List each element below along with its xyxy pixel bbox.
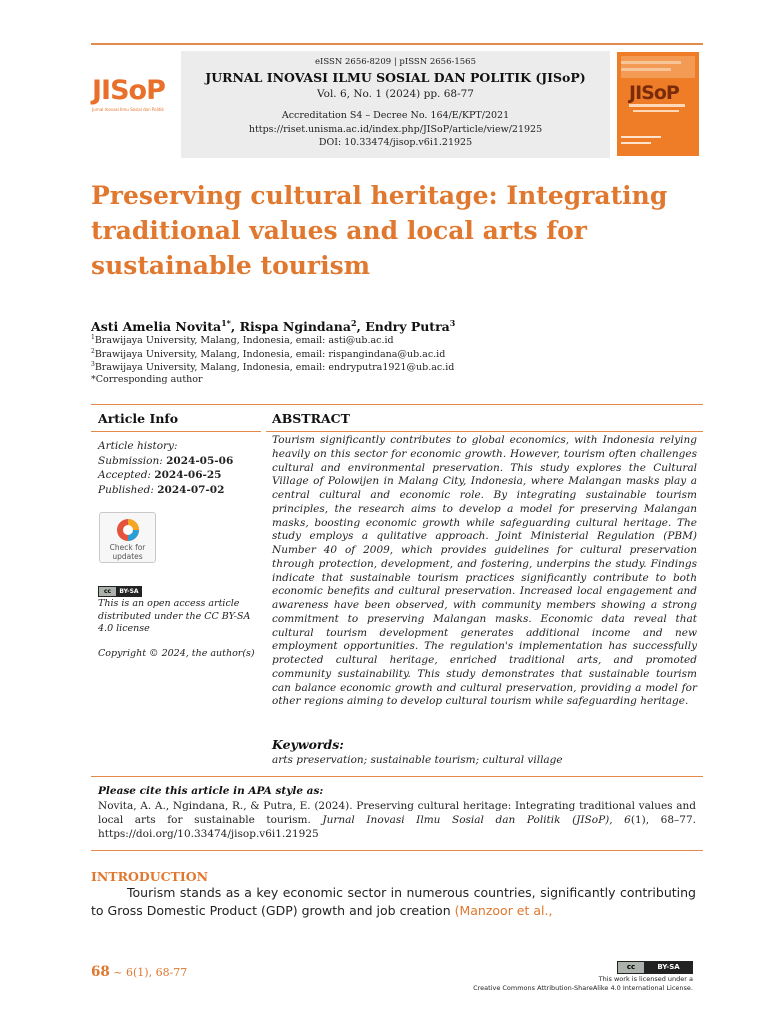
accepted-label: Accepted:: [98, 469, 155, 481]
author-marker: 2: [350, 318, 357, 328]
journal-logo: [92, 76, 174, 132]
section-rule: [91, 850, 703, 851]
section-rule: [266, 431, 703, 432]
published-label: Published:: [98, 483, 158, 496]
volume-info: Vol. 6, No. 1 (2024) pp. 68-77: [317, 88, 474, 100]
corresponding-author: *Corresponding author: [91, 374, 203, 385]
open-access-note: This is an open access article distributed under the CC BY-SA 4.0 license: [98, 598, 251, 634]
check-updates-icon: [116, 518, 140, 542]
citation-link[interactable]: (Manzoor et al.,: [454, 903, 553, 918]
introduction-heading: INTRODUCTION: [91, 869, 209, 884]
journal-title: JURNAL INOVASI ILMU SOSIAL DAN POLITIK (JISoP): [205, 70, 586, 85]
article-url[interactable]: https://riset.unisma.ac.id/index.php/JISoP/article/view/21925: [248, 124, 543, 135]
affiliation-marker: 2: [91, 348, 95, 355]
page-number-value: 68: [91, 964, 110, 980]
top-rule: [91, 43, 703, 45]
journal-cover-image: [617, 52, 699, 156]
logo-subtitle: Jurnal Inovasi Ilmu Sosial dan Politik: [92, 107, 164, 112]
keywords: arts preservation; sustainable tourism; cultural village: [272, 754, 563, 766]
license-line: This work is licensed under a: [598, 975, 693, 983]
history-label: Article history:: [98, 440, 178, 452]
affiliation: [91, 334, 394, 346]
article-history: [98, 439, 233, 497]
author-separator: ,: [230, 319, 240, 335]
author-marker: 1*: [221, 318, 231, 328]
affiliation: [91, 348, 445, 360]
affiliation-text: Brawijaya University, Malang, Indonesia, email: rispangindana@ub.ac.id: [94, 349, 446, 361]
citation-part: Novita, A. A., Ngindana, R., & Putra, E. (2024). Preserving cultural heritage: Integrating traditional values and local arts for sustainable tourism.: [98, 800, 696, 826]
article-title: Preserving cultural heritage: Integrating traditional values and local arts for sustainable tourism: [91, 181, 668, 280]
by-sa-label: BY-SA: [119, 588, 139, 595]
footer-cc-badge[interactable]: [617, 961, 693, 974]
affiliation-marker: 1: [91, 334, 95, 341]
author-marker: 3: [449, 318, 456, 328]
introduction-body: Tourism stands as a key economic sector in numerous countries, significantly contributing to Gross Domestic Product (GDP) growth and job creation: [91, 885, 696, 918]
submission-row: [98, 454, 233, 469]
check-updates-label: Check for updates: [109, 543, 146, 561]
introduction-text: [91, 884, 696, 920]
copyright: Copyright © 2024, the author(s): [98, 648, 255, 659]
citation-text: [98, 799, 696, 841]
citation-heading: Please cite this article in APA style as:: [98, 785, 324, 797]
author-list: [91, 318, 455, 334]
accepted-date: 2024-06-25: [154, 469, 222, 481]
license-link[interactable]: Creative Commons Attribution-ShareAlike 4.0 International License.: [473, 984, 693, 992]
doi[interactable]: DOI: 10.33474/jisop.v6i1.21925: [318, 137, 473, 148]
submission-date: 2024-05-06: [166, 454, 234, 467]
article-info-heading: Article Info: [98, 411, 179, 426]
cc-icon: cc: [618, 962, 644, 973]
submission-label: Submission:: [98, 454, 167, 467]
journal-header: [181, 51, 610, 158]
by-sa-label: BY-SA: [657, 963, 680, 971]
published-row: [98, 483, 233, 498]
abstract-text: Tourism significantly contributes to global economics, with Indonesia relying heavily on this sector for economic growth. However, tourism often challenges cultural and environmental preservation. This study explores the Cultural Village of Polowijen in Malang City, Indonesia, where Malangan masks play a central cultural and economic role. By integrating sustainable tourism principles, the research aims to develop a model for preserving Malangan masks, boosting economic growth while safeguarding cultural heritage. The study employs a qulitative approach. Joint Ministerial Regulation (PBM) Number 40 of 2009, which provides guidelines for cultural preservation through protection, development, and fostering, underpins the study. Findings indicate that sustainable tourism practices significantly contribute to both economic benefits and cultural preservation. Increased local engagement and awareness have been observed, with community members showing a strong commitment to preserving Malangan masks. Economic data reveal that cultural tourism development generates additional income and new employment opportunities. The regulation's implementation has successfully protected cultural heritage, enriched traditional arts, and promoted community sustainability. This study demonstrates that sustainable tourism can balance economic growth and cultural preservation, providing a model for other regions aiming to develop cultural tourism while safeguarding heritage.: [272, 434, 697, 708]
accepted-row: [98, 468, 233, 483]
section-rule: [91, 776, 703, 777]
affiliation-text: Brawijaya University, Malang, Indonesia, email: endryputra1921@ub.ac.id: [94, 362, 455, 374]
author-name: Asti Amelia Novita: [91, 319, 222, 335]
accreditation: Accreditation S4 – Decree No. 164/E/KPT/2021: [281, 110, 510, 121]
cc-icon: cc: [99, 587, 116, 596]
keywords-heading: Keywords:: [272, 737, 344, 752]
published-date: 2024-07-02: [157, 483, 225, 496]
abstract-heading: ABSTRACT: [272, 411, 350, 426]
page-range: ~ 6(1), 68-77: [109, 966, 188, 979]
section-rule: [91, 404, 703, 405]
page-number: [91, 964, 187, 980]
issn: eISSN 2656-8209 | pISSN 2656-1565: [315, 57, 476, 67]
author-name: Endry Putra: [365, 319, 450, 335]
check-for-updates-button[interactable]: [99, 512, 156, 563]
citation-journal: Jurnal Inovasi Ilmu Sosial dan Politik (JISoP), 6: [322, 814, 631, 826]
author-name: Rispa Ngindana: [239, 319, 351, 335]
section-rule: [91, 431, 261, 432]
logo-text: JISoP: [92, 75, 165, 106]
author-separator: ,: [356, 319, 366, 335]
citation-part: (1), 68–77. https://doi.org/10.33474/jisop.v6i1.21925: [98, 814, 696, 840]
cc-license-badge[interactable]: [98, 586, 142, 597]
affiliation-marker: 3: [91, 361, 95, 368]
affiliation-text: Brawijaya University, Malang, Indonesia, email: asti@ub.ac.id: [94, 335, 394, 347]
cover-logo: JISoP: [629, 82, 679, 104]
affiliation: [91, 361, 454, 373]
